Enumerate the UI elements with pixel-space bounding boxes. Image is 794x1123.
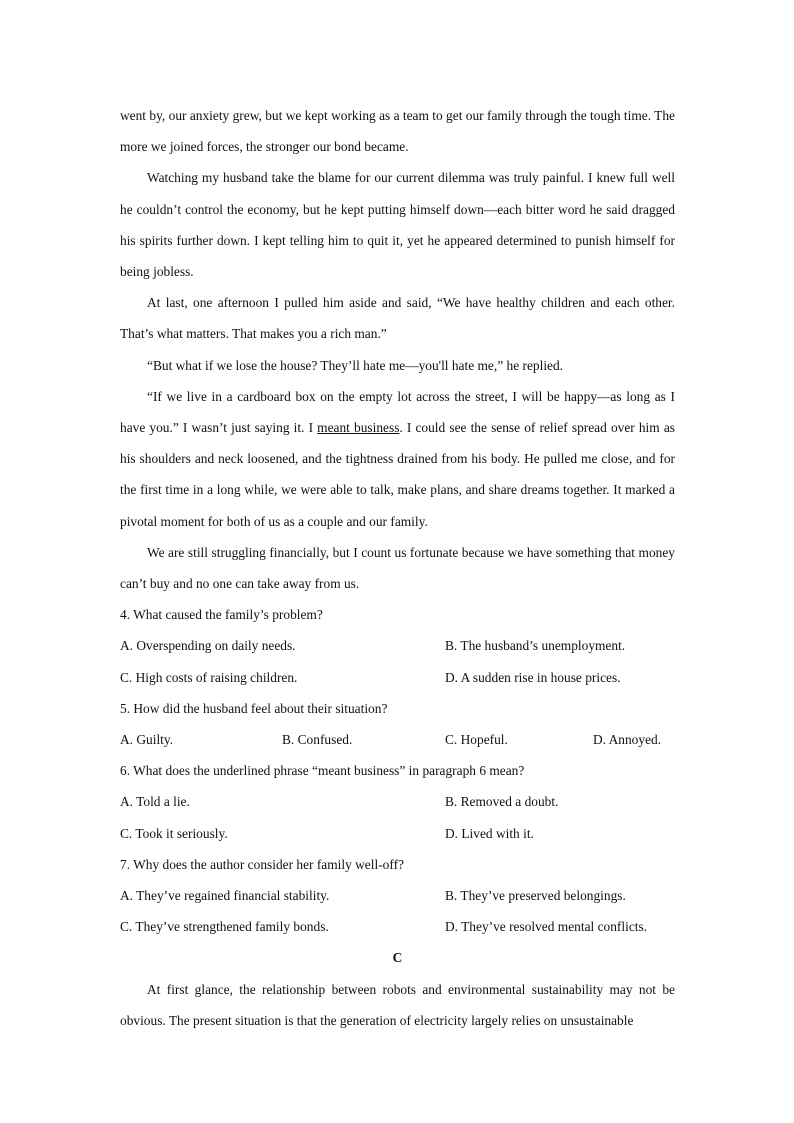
question-stem: 4. What caused the family’s problem?	[120, 607, 323, 623]
option-b[interactable]: B. Confused.	[282, 732, 353, 748]
option-row	[120, 880, 675, 911]
option-b[interactable]: B. Removed a doubt.	[445, 794, 559, 810]
question-7	[120, 849, 675, 943]
underlined-phrase: meant business	[317, 420, 400, 436]
option-row	[120, 818, 675, 849]
option-c[interactable]: C. Hopeful.	[445, 732, 508, 748]
option-row	[120, 630, 675, 661]
question-stem: 6. What does the underlined phrase “meant business” in paragraph 6 mean?	[120, 763, 525, 779]
option-d[interactable]: D. They’ve resolved mental conflicts.	[445, 919, 648, 935]
passage-paragraph-underlined	[120, 381, 675, 537]
text-after-underline: . I could see the sense of relief spread over him as his shoulders and neck loosened, and the tightness drained from his body. He pulled me close, and for the first time in a long while, we were able to talk, make plans, and share dreams together. It marked a pivotal moment for both of us as a couple and our family.	[120, 420, 675, 529]
passage-paragraph: At last, one afternoon I pulled him aside and said, “We have healthy children and each other. That’s what matters. That makes you a rich man.”	[120, 295, 675, 342]
option-c[interactable]: C. They’ve strengthened family bonds.	[120, 919, 329, 935]
exam-page	[120, 100, 675, 1036]
passage-paragraph: “But what if we lose the house? They’ll hate me—you'll hate me,” he replied.	[147, 357, 564, 373]
passage-paragraph: Watching my husband take the blame for our current dilemma was truly painful. I knew full well he couldn’t control the economy, but he kept putting himself down—each bitter word he said dragged his spirits further down. I kept telling him to quit it, yet he appeared determined to punish himself for being jobless.	[120, 170, 675, 280]
option-a[interactable]: A. Overspending on daily needs.	[120, 638, 296, 654]
option-d[interactable]: D. A sudden rise in house prices.	[445, 669, 621, 685]
option-d[interactable]: D. Lived with it.	[445, 825, 534, 841]
option-row	[120, 911, 675, 942]
question-6	[120, 755, 675, 849]
passage-paragraph: We are still struggling financially, but I count us fortunate because we have something that money can’t buy and no one can take away from us.	[120, 544, 675, 592]
question-stem: 7. Why does the author consider her family well-off?	[120, 856, 404, 872]
text-before-underline: “If we live in a cardboard box on the empty lot across the street, I will be happy—as long as I have you.” I wasn’t just saying it. I	[120, 388, 675, 436]
section-heading: C	[392, 950, 403, 966]
option-a[interactable]: A. Told a lie.	[120, 794, 190, 810]
option-c[interactable]: C. High costs of raising children.	[120, 669, 298, 685]
option-row	[120, 724, 675, 755]
question-5	[120, 693, 675, 755]
option-c[interactable]: C. Took it seriously.	[120, 825, 228, 841]
option-b[interactable]: B. They’ve preserved belongings.	[445, 888, 626, 904]
option-row	[120, 662, 675, 693]
passage-paragraph: went by, our anxiety grew, but we kept working as a team to get our family through the tough time. The more we joined forces, the stronger our bond became.	[120, 108, 675, 155]
question-4	[120, 599, 675, 693]
option-d[interactable]: D. Annoyed.	[593, 732, 662, 748]
question-stem: 5. How did the husband feel about their situation?	[120, 700, 388, 716]
option-row	[120, 786, 675, 817]
option-b[interactable]: B. The husband’s unemployment.	[445, 638, 626, 654]
passage-paragraph: At first glance, the relationship between robots and environmental sustainability may not be obvious. The present situation is that the generation of electricity largely relies on unsustainable	[120, 981, 675, 1028]
option-a[interactable]: A. Guilty.	[120, 732, 174, 748]
option-a[interactable]: A. They’ve regained financial stability.	[120, 888, 330, 904]
